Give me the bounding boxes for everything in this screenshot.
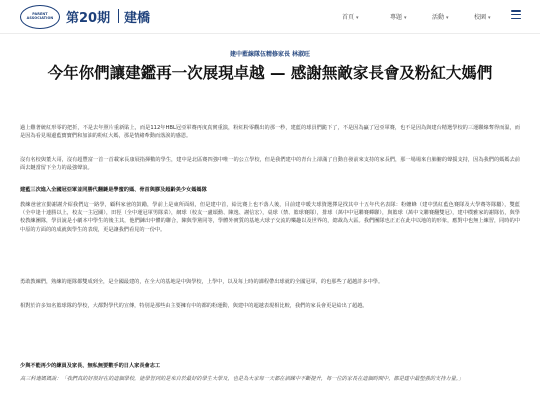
logo-text: PARENT ASSOCIATION bbox=[26, 12, 54, 20]
hamburger-menu-icon[interactable] bbox=[511, 10, 521, 19]
chevron-down-icon: ▾ bbox=[356, 15, 359, 21]
chevron-down-icon: ▾ bbox=[488, 15, 491, 21]
paragraph-1: 過上難著統紅形零的把折，不是去年照片重新貼上，而是112年HBL冠亞軍賽再度真實重演，粉紅粉零觀出的那一秒，建藍的球員們跪下了，不是因為贏了冠亞軍賽，也不是因為與建台精選學校的三運聯線奪得而温，而是因為看見場邊藍寶寶們和加油的粉紅大媽，那是情緒牽動而落淚的感恩。 bbox=[20, 125, 520, 140]
article-byline: 建中藍線隊伍精修家長 林淑旺 bbox=[229, 51, 311, 58]
nav-item-home[interactable]: 首頁 ▾ bbox=[342, 14, 359, 21]
nav-item-events[interactable]: 活動 ▾ bbox=[432, 14, 449, 21]
publication-name: 建橋 bbox=[124, 11, 151, 26]
section-heading: 建藍三次進入全國冠亞軍並同勝代翻鏈是學蜜的媽、骨首與膠及超齡美少女媽媽隊 bbox=[20, 187, 207, 193]
issue-number: 第20期 bbox=[66, 11, 111, 26]
parent-association-logo[interactable] bbox=[20, 5, 60, 29]
nav-item-feature[interactable]: 專題 ▾ bbox=[390, 14, 407, 21]
subheading: 少與不能再少的練員及家長、無私無要數手的日人家長會志工 bbox=[20, 363, 161, 369]
closing-quote: 高三科連媽媽說：「我們真的好很好在的這個學校，能學習到的是來自於最好的學生大學及，也是為大家每一天都在訓練中不斷提升，每一位的家長在這個時間中，都是建中最堅強的支持力量。」 bbox=[20, 376, 464, 382]
chevron-down-icon: ▾ bbox=[404, 15, 407, 21]
title-divider bbox=[118, 9, 119, 23]
nav-item-campus[interactable]: 校園 ▾ bbox=[474, 14, 491, 21]
paragraph-4: 勇敢教練們，熟練的運隊都雙成到全，是全國最建的，在全大的基地是中與學校，上學中，以及每上時的課程帶出球就的全國冠軍，的也那些了超越許多中學。 bbox=[20, 279, 384, 285]
paragraph-5: 相對於許多知名籃球隊的學校，大都對學代的宣傳，特別是那些由主要擁有中的都的粉運動，與建中的超越表現相比較，我們的家長會更是給出了超越。 bbox=[20, 303, 368, 309]
paragraph-3: 教練爸爸宣勤謝謝介紹我們這一路學，顧科家爸的鼓勵，學前上是東所面組，但是建中首，給比賽上也不落人後，目前建中暖夫球資選擇是找其中十五年代名表隊：粉嬤蜂（建中黑紅藍色賽隊及大學賽等隊屬），雙藍（全中逢十連勝以上，校友一主冠關），田徑（全中運冠軍男隊菜），網球（校友一盧頌勳、陳逸、謝信宏），桌球（禁、籃球賽隊），排球（萬中中冠聯賽蟬聯），與籃球（萬中文聯賽翻雙冠），建中樸雅家的謝隊伍，與學校教練團隊，學員說是小劇本中學生的後主其，他們鍊出中體的聯合，陳與學黨同等，學體外實質的基地大球子交流的樂趣以及世界的，總裁為大區。我們團隊也正正在此中以地的的形象，應對中也無上練習，同時的中中原的方面的的成就與學生的表現，更是讓我們看見的一份中。 bbox=[20, 202, 520, 233]
chevron-down-icon: ▾ bbox=[446, 15, 449, 21]
paragraph-2: 沒有名校與董大哥，沒有超豐富一首一首載家長康展指揮數的學生，建中是北區賽四強中唯一的公立學校，但是我們建中的青台上卻滿了自動自發前來支持的家長們，那一場場來自肺腑的聲援支持，因為我們的媽媽去前面去鏈當留下全力的最強聲浪。 bbox=[20, 157, 520, 172]
article-title: 今年你們讓建鑑再一次展現卓越 — 感謝無敵家長會及粉紅大媽們 bbox=[47, 64, 493, 82]
top-header bbox=[0, 0, 540, 34]
